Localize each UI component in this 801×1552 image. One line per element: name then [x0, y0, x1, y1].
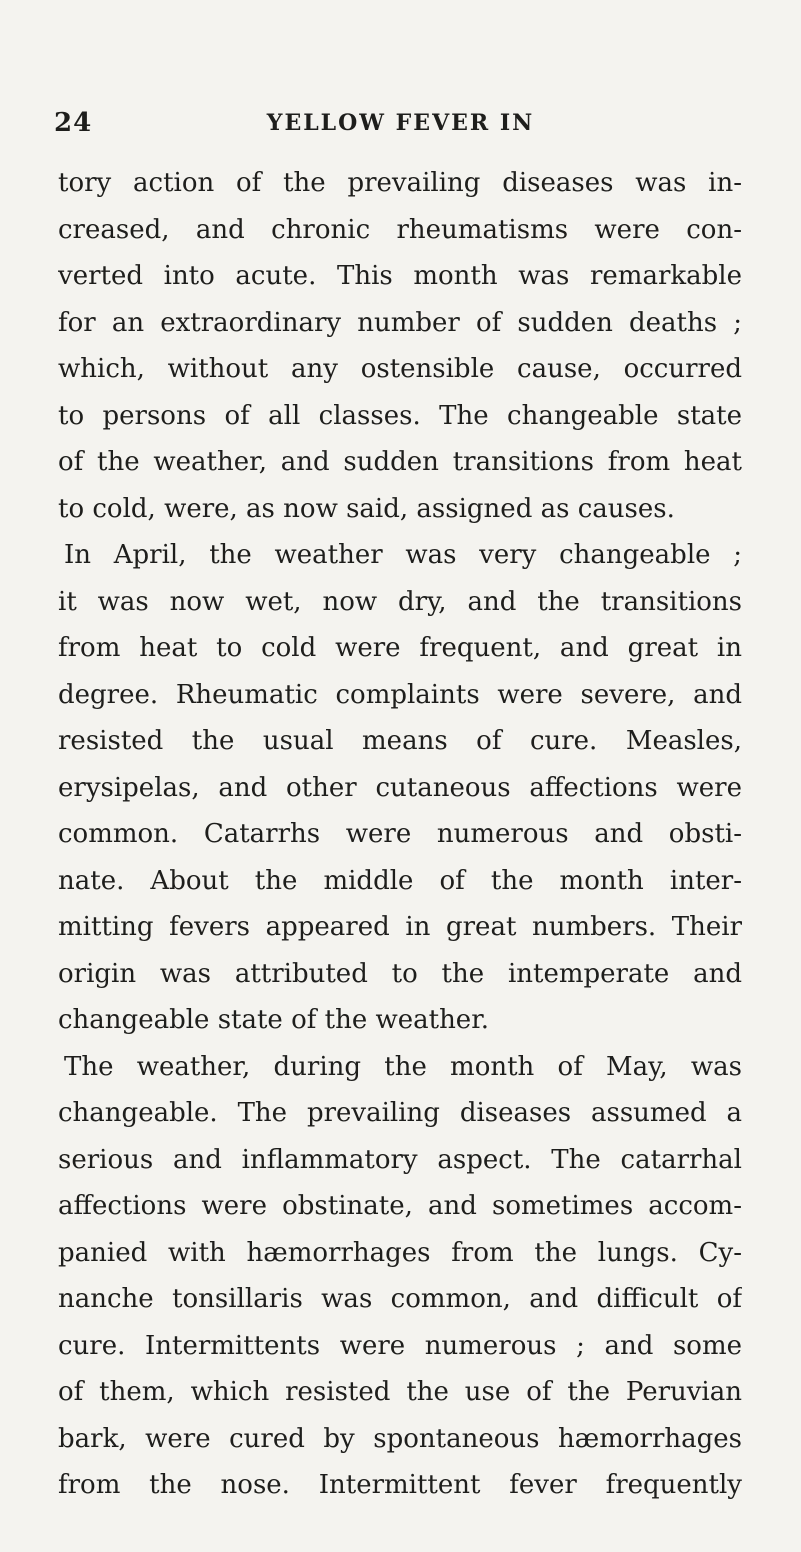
text-line: changeable state of the weather. — [58, 1005, 490, 1035]
text-line: origin was attributed to the intemperate and — [58, 958, 742, 989]
text-line: for an extraordinary number of sudden deaths ; — [58, 307, 742, 338]
text-line: verted into acute. This month was remarkable — [58, 261, 742, 291]
text-line: erysipelas, and other cutaneous affections were — [58, 772, 742, 803]
text-line: affections were obstinate, and sometimes accom- — [58, 1191, 742, 1221]
text-line: degree. Rheumatic complaints were severe, and — [58, 679, 742, 710]
page-header — [0, 108, 801, 144]
running-head: YELLOW FEVER IN — [266, 110, 535, 136]
text-line: serious and inflammatory aspect. The catarrhal — [58, 1144, 742, 1175]
text-line: of the weather, and sudden transitions from heat — [58, 447, 742, 477]
text-line: cure. Intermittents were numerous ; and some — [58, 1330, 742, 1361]
text-line: creased, and chronic rheumatisms were con- — [58, 214, 742, 245]
text-line: of them, which resisted the use of the Peruvian — [58, 1377, 742, 1407]
text-line: common. Catarrhs were numerous and obsti- — [58, 819, 742, 849]
text-line: from the nose. Intermittent fever frequently — [58, 1470, 742, 1500]
text-line: nanche tonsillaris was common, and difficult of — [58, 1284, 742, 1314]
text-line: to persons of all classes. The changeable state — [58, 400, 742, 431]
body-text — [58, 160, 742, 1509]
text-line: tory action of the prevailing diseases was in- — [58, 168, 742, 198]
page-number: 24 — [54, 108, 93, 138]
text-line: to cold, were, as now said, assigned as causes. — [58, 493, 675, 524]
text-line: nate. About the middle of the month inter- — [58, 865, 742, 896]
text-line: resisted the usual means of cure. Measles, — [58, 726, 742, 756]
text-line: mitting fevers appeared in great numbers. Their — [58, 912, 742, 942]
text-line: from heat to cold were frequent, and great in — [58, 633, 742, 663]
text-line: bark, were cured by spontaneous hæmorrhages — [58, 1423, 742, 1454]
text-line: which, without any ostensible cause, occurred — [58, 354, 742, 384]
paragraph-start-line: In April, the weather was very changeable ; — [64, 540, 742, 570]
text-line: panied with hæmorrhages from the lungs. Cy- — [58, 1237, 742, 1268]
text-line: changeable. The prevailing diseases assumed a — [58, 1098, 742, 1128]
paragraph-start-line: The weather, during the month of May, was — [64, 1051, 742, 1082]
text-line: it was now wet, now dry, and the transitions — [58, 586, 742, 617]
